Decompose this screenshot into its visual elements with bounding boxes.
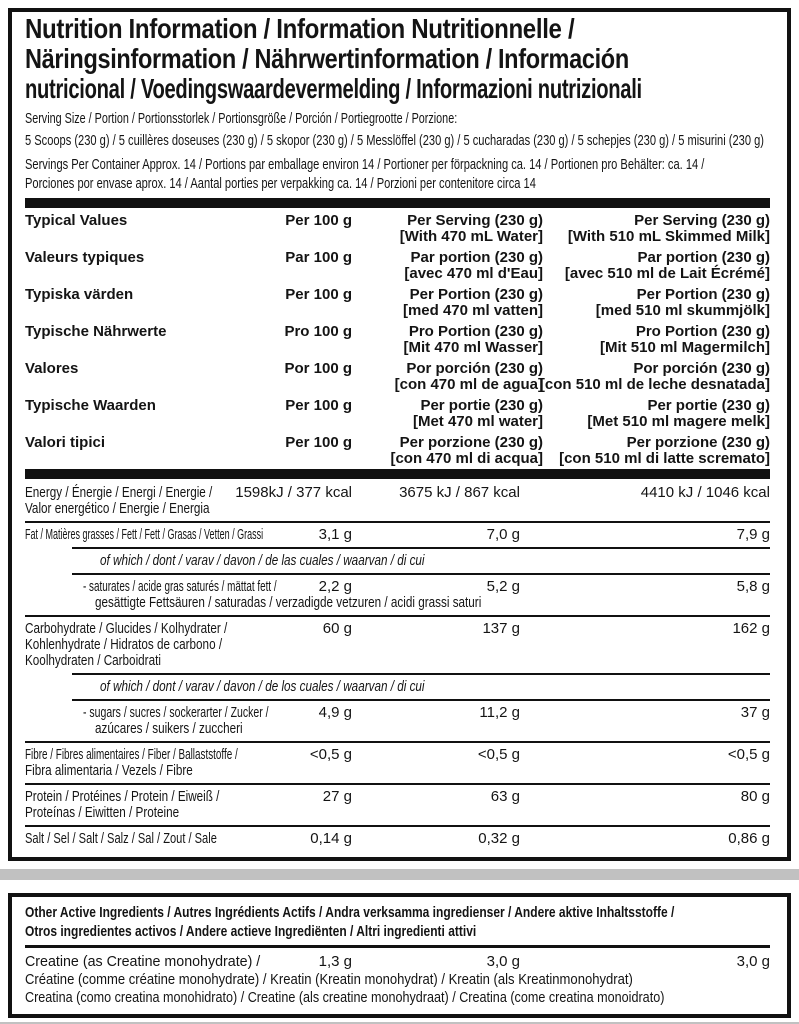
nutrient-label: Carbohydrate / Glucides / Kolhydrater / [25,620,228,637]
per-100g-header: Pro 100 g [284,323,352,340]
value-per-100g: 1,3 g [318,953,352,970]
nutrient-row-saturates [25,573,770,615]
nutrient-row-protein [25,783,770,825]
other-ingredients-header: Other Active Ingredients / Autres Ingrédients Actifs / Andra verksamma ingredienser / Andere aktive Inhaltsstoffe / Otros ingredientes activos / Andere actieve Ingrediënten / Altri ingredienti attivi [25,904,675,940]
other-ingredients-divider [25,945,770,948]
nutrient-row-fat [25,521,770,547]
nutrient-label: Protein / Protéines / Protein / Eiweiß / [25,788,220,805]
per-serving-water-header: Per portie (230 g) [Met 470 ml water] [412,397,543,430]
ingredient-row-creatine [25,953,770,1007]
nutrient-label: Valor energético / Energie / Energia [25,500,210,517]
nutrient-label: - sugars / sucres / sockerarter / Zucker / [83,704,269,721]
per-100g-header: Per 100 g [285,212,352,229]
per-100g-header: Per 100 g [285,434,352,451]
servings-per-container: Servings Per Container Approx. 14 / Portions par emballage environ 14 / Portioner per förpackning ca. 14 / Portionen pro Behälter: ca. 14 / Porciones por envase aprox. 14 / Aantal porties per verpakking ca. 14 / Porzioni per contenitore circa 14 [25,156,705,192]
nutrient-label: Energy / Énergie / Energi / Energie / [25,484,213,501]
background-stripe [0,869,799,880]
row-label: Typische Waarden [25,397,156,414]
nutrient-row-carbohydrate [25,615,770,673]
value-per-100g: 27 g [322,788,352,805]
per-serving-milk-header: Per porzione (230 g) [con 510 ml di latte scremato] [559,434,770,467]
subheader-label: of which / dont / varav / davon / de los cuales / waarvan / di cui [100,678,425,695]
nutrient-label: Fat / Matières grasses / Fett / Fett / Grasas / Vetten / Grassi [25,526,264,543]
per-serving-milk-header: Por porción (230 g) [con 510 ml de leche desnatada] [539,360,770,393]
per-serving-water-header: Per porzione (230 g) [con 470 ml di acqua] [390,434,543,467]
per-100g-header: Par 100 g [285,249,352,266]
per-serving-milk-header: Per Portion (230 g) [med 510 ml skummjölk] [595,286,770,319]
other-active-ingredients-panel [8,893,791,1018]
value-serving-water: 11,2 g [479,704,520,721]
value-serving-milk: 7,9 g [736,526,770,543]
per-serving-milk-header: Per portie (230 g) [Met 510 ml magere melk] [587,397,770,430]
serving-size-label: Serving Size / Portion / Portionsstorlek / Portionsgröße / Porción / Portiegrootte / Porzione: [25,110,458,127]
value-serving-water: 3,0 g [486,953,520,970]
columns-header-row-nl [25,393,770,430]
per-100g-header: Per 100 g [285,397,352,414]
columns-header-row-de [25,319,770,356]
ingredient-label: Creatina (como creatina monohidrato) / Creatine (als creatine monohydraat) / Creatina (come creatina monoidrato) [25,989,665,1006]
value-per-100g: 4,9 g [318,704,352,721]
value-serving-milk: 3,0 g [736,953,770,970]
row-label: Valeurs typiques [25,249,145,266]
value-per-100g: 0,14 g [310,830,352,847]
columns-header-row-es [25,356,770,393]
ingredient-label: Creatine (as Creatine monohydrate) / [25,953,261,970]
panel-title-line: Näringsinformation / Nährwertinformation / Información [25,43,629,74]
per-serving-water-header: Pro Portion (230 g) [Mit 470 ml Wasser] [403,323,543,356]
value-serving-water: 5,2 g [486,578,520,595]
divider-bar-top [25,198,770,208]
subheader-label: of which / dont / varav / davon / de las cuales / waarvan / di cui [100,552,425,569]
per-100g-header: Per 100 g [285,286,352,303]
nutrient-label: Fibra alimentaria / Vezels / Fibre [25,762,193,779]
value-serving-milk: <0,5 g [727,746,770,763]
nutrient-label: Salt / Sel / Salt / Salz / Sal / Zout / Sale [25,830,217,847]
subheader-of-which-fat [25,547,770,573]
value-per-100g: 2,2 g [318,578,352,595]
columns-header-row-it [25,430,770,467]
value-per-100g: 1598kJ / 377 kcal [235,484,352,501]
value-serving-water: 137 g [482,620,520,637]
per-serving-water-header: Per Serving (230 g) [With 470 mL Water] [399,212,543,245]
value-serving-milk: 80 g [740,788,770,805]
per-serving-milk-header: Pro Portion (230 g) [Mit 510 ml Magermilch] [599,323,770,356]
nutrient-row-sugars [25,699,770,741]
value-serving-milk: 5,8 g [736,578,770,595]
value-serving-water: <0,5 g [477,746,520,763]
row-label: Typical Values [25,212,128,229]
columns-header-row-en [25,208,770,245]
per-serving-water-header: Por porción (230 g) [con 470 ml de agua] [394,360,543,393]
value-per-100g: <0,5 g [309,746,352,763]
divider-bar-values [25,469,770,479]
value-serving-milk: 0,86 g [728,830,770,847]
row-label: Typische Nährwerte [25,323,167,340]
row-label: Typiska värden [25,286,134,303]
value-serving-milk: 162 g [732,620,770,637]
value-serving-water: 0,32 g [478,830,520,847]
per-serving-milk-header: Per Serving (230 g) [With 510 mL Skimmed Milk] [567,212,770,245]
nutrient-label: azúcares / suikers / zuccheri [95,720,243,737]
value-per-100g: 3,1 g [318,526,352,543]
nutrient-row-salt [25,825,770,851]
ingredient-label: Créatine (comme créatine monohydrate) / Kreatin (Kreatin monohydrat) / Kreatin (als Kreatinmonohydrat) [25,971,633,988]
per-serving-water-header: Par portion (230 g) [avec 470 ml d'Eau] [404,249,543,282]
nutrient-label: Fibre / Fibres alimentaires / Fiber / Ballaststoffe / [25,746,238,763]
row-label: Valori tipici [25,434,106,451]
value-per-100g: 60 g [322,620,352,637]
nutrient-row-energy [25,479,770,521]
per-serving-milk-header: Par portion (230 g) [avec 510 ml de Lait Écrémé] [564,249,770,282]
value-serving-water: 3675 kJ / 867 kcal [399,484,520,501]
value-serving-milk: 4410 kJ / 1046 kcal [640,484,770,501]
row-label: Valores [25,360,79,377]
serving-size-value: 5 Scoops (230 g) / 5 cuillères doseuses (230 g) / 5 skopor (230 g) / 5 Messlöffel (230 g) / 5 cucharadas (230 g) / 5 schepjes (230 g) / 5 misurini (230 g) [25,132,764,149]
value-serving-water: 63 g [490,788,520,805]
nutrient-row-fibre [25,741,770,783]
nutrient-label: Koolhydraten / Carboidrati [25,652,161,669]
value-serving-milk: 37 g [740,704,770,721]
nutrition-facts-panel [8,8,791,861]
panel-title-line: Nutrition Information / Information Nutritionnelle / [25,13,575,44]
nutrient-label: Proteínas / Eiwitten / Proteine [25,804,180,821]
per-100g-header: Por 100 g [284,360,352,377]
nutrient-label: Kohlenhydrate / Hidratos de carbono / [25,636,223,653]
nutrient-label: gesättigte Fettsäuren / saturadas / verzadigde vetzuren / acidi grassi saturi [95,594,482,611]
columns-header-row-fr [25,245,770,282]
per-serving-water-header: Per Portion (230 g) [med 470 ml vatten] [402,286,543,319]
panel-title-line: nutricional / Voedingswaardevermelding / Informazioni nutrizionali [25,73,642,104]
columns-header-row-sv [25,282,770,319]
value-serving-water: 7,0 g [486,526,520,543]
nutrient-label: - saturates / acide gras saturés / mättat fett / [83,578,277,595]
subheader-of-which-carbohydrate [25,673,770,699]
panel-title [25,14,770,104]
